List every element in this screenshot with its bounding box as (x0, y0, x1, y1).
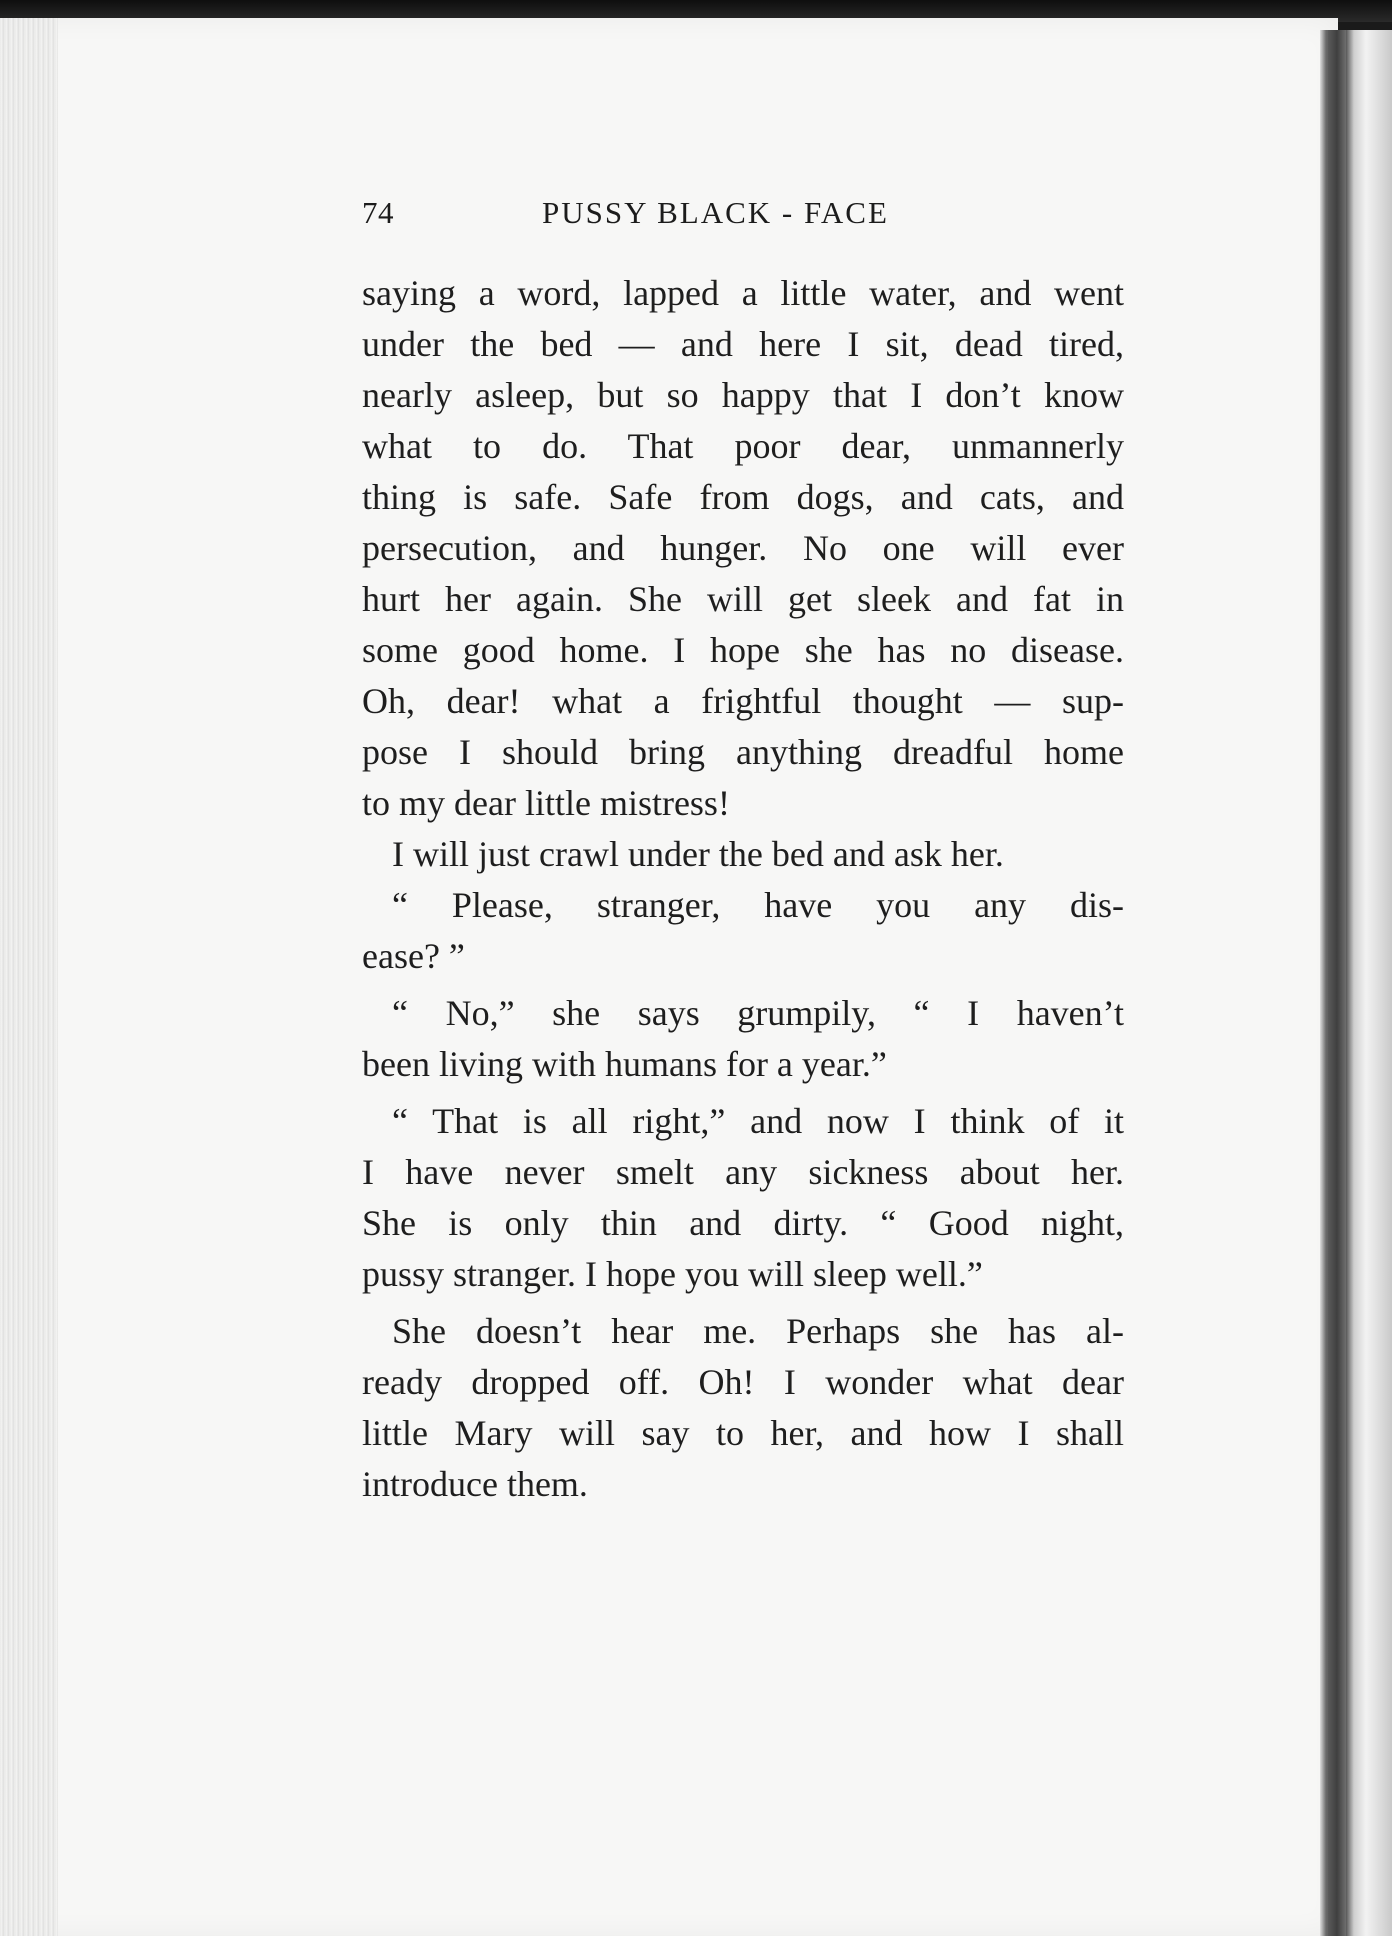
text-line: pussy stranger. I hope you will sleep well.” (362, 1254, 983, 1294)
text-line: pose I should bring anything dreadful home (362, 732, 1124, 772)
binding-shadow (1328, 30, 1346, 1936)
text-line: ease? ” (362, 936, 465, 976)
body-text (362, 268, 1124, 1510)
text-line: to my dear little mistress! (362, 783, 730, 823)
text-line: nearly asleep, but so happy that I don’t know (362, 375, 1124, 415)
text-line: I have never smelt any sickness about her. (362, 1152, 1124, 1192)
book-title: PUSSY BLACK - FACE (542, 195, 889, 230)
running-head (362, 195, 1122, 239)
text-line: She is only thin and dirty. “ Good night, (362, 1203, 1124, 1243)
paragraph-start: “ No,” she says grumpily, “ I haven’t (392, 993, 1124, 1033)
text-line: little Mary will say to her, and how I shall (362, 1413, 1124, 1453)
text-line: been living with humans for a year.” (362, 1044, 887, 1084)
text-line: some good home. I hope she has no disease. (362, 630, 1124, 670)
text-line: introduce them. (362, 1464, 588, 1504)
page-number: 74 (362, 195, 394, 230)
paragraph-start: “ That is all right,” and now I think of it (392, 1101, 1124, 1141)
text-line: what to do. That poor dear, unmannerly (362, 426, 1124, 466)
paragraph-start: “ Please, stranger, have you any dis- (392, 885, 1124, 925)
text-line: persecution, and hunger. No one will ever (362, 528, 1124, 568)
text-line: thing is safe. Safe from dogs, and cats, and (362, 477, 1124, 517)
page-edges (0, 18, 58, 1936)
text-line: hurt her again. She will get sleek and fat in (362, 579, 1124, 619)
paragraph-start: I will just crawl under the bed and ask her. (392, 834, 1004, 874)
paragraph-start: She doesn’t hear me. Perhaps she has al- (392, 1311, 1124, 1351)
text-line: under the bed — and here I sit, dead tired, (362, 324, 1124, 364)
text-line: Oh, dear! what a frightful thought — sup- (362, 681, 1124, 721)
text-line: saying a word, lapped a little water, and went (362, 273, 1124, 313)
text-line: ready dropped off. Oh! I wonder what dear (362, 1362, 1124, 1402)
